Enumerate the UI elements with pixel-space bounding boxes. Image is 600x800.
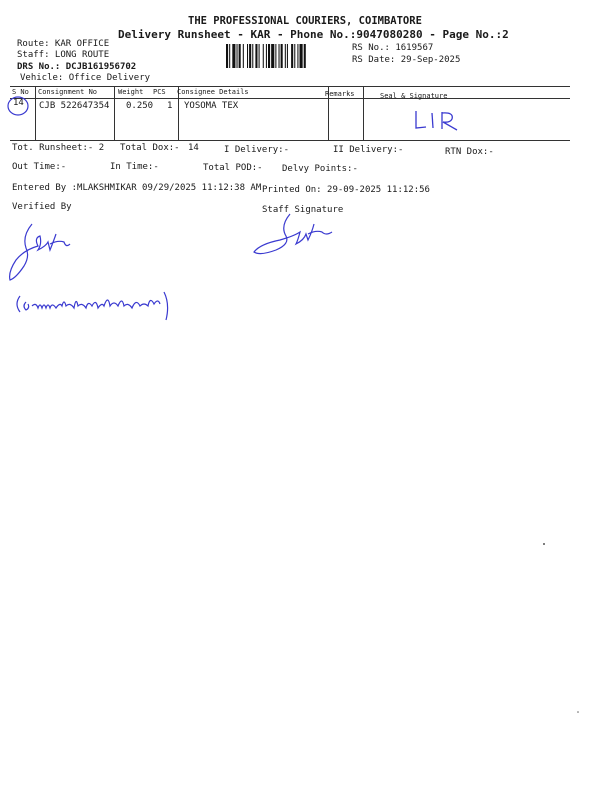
header-remarks: Remarks xyxy=(325,90,355,98)
company-title: THE PROFESSIONAL COURIERS, COIMBATORE xyxy=(188,15,422,27)
ii-delivery: II Delivery:- xyxy=(333,145,404,155)
col-divider xyxy=(35,86,36,140)
row-weight: 0.250 xyxy=(126,101,154,111)
table-bottom-rule xyxy=(10,140,570,141)
drs-number: DRS No.: DCJB161956702 xyxy=(17,62,137,72)
row-consignment: CJB 522647354 xyxy=(39,101,110,111)
in-time: In Time:- xyxy=(110,162,159,172)
i-delivery: I Delivery:- xyxy=(224,145,290,155)
staff-signature-label: Staff Signature xyxy=(262,205,344,215)
sno-circle-mark xyxy=(5,93,31,119)
total-dox-value: 14 xyxy=(188,143,199,153)
verified-by-label: Verified By xyxy=(12,202,72,212)
speck-mark xyxy=(574,708,584,718)
col-divider xyxy=(114,86,115,140)
header-sno: S No xyxy=(12,88,29,96)
row-pcs: 1 xyxy=(167,101,173,111)
tot-runsheet: Tot. Runsheet:- 2 xyxy=(12,143,105,153)
entered-by: Entered By :MLAKSHMIKAR 09/29/2025 11:12:38 AM xyxy=(12,183,262,193)
header-weight: Weight xyxy=(118,88,144,96)
header-seal: Seal & Signature xyxy=(380,92,448,100)
rs-number: RS No.: 1619567 xyxy=(352,43,434,53)
header-consignee: Consignee Details xyxy=(177,88,249,96)
total-pod: Total POD:- xyxy=(203,163,263,173)
row-sno: 14 xyxy=(13,98,24,108)
header-pcs: PCS xyxy=(153,88,166,96)
route-text: Route: KAR OFFICE xyxy=(17,39,110,49)
out-time: Out Time:- xyxy=(12,162,67,172)
delvy-points: Delvy Points:- xyxy=(282,164,358,174)
table-header-rule xyxy=(10,98,570,99)
handwritten-lir-mark xyxy=(410,106,470,136)
vehicle-text: Vehicle: Office Delivery xyxy=(20,73,151,83)
rs-date: RS Date: 29-Sep-2025 xyxy=(352,55,461,65)
printed-on: Printed On: 29-09-2025 11:12:56 xyxy=(262,185,430,195)
barcode-image xyxy=(226,44,348,68)
staff-signature xyxy=(250,210,340,262)
row-consignee: YOSOMA TEX xyxy=(184,101,239,111)
verified-signature xyxy=(4,216,74,286)
speck-mark xyxy=(540,540,550,550)
rtn-dox: RTN Dox:- xyxy=(445,147,494,157)
col-divider xyxy=(363,86,364,140)
handwritten-name xyxy=(12,284,177,324)
header-consignment: Consignment No xyxy=(38,88,98,96)
staff-text: Staff: LONG ROUTE xyxy=(17,50,110,60)
table-top-rule xyxy=(10,86,570,87)
runsheet-subtitle: Delivery Runsheet - KAR - Phone No.:9047080280 - Page No.:2 xyxy=(118,28,509,41)
total-dox-label: Total Dox:- xyxy=(120,143,180,153)
